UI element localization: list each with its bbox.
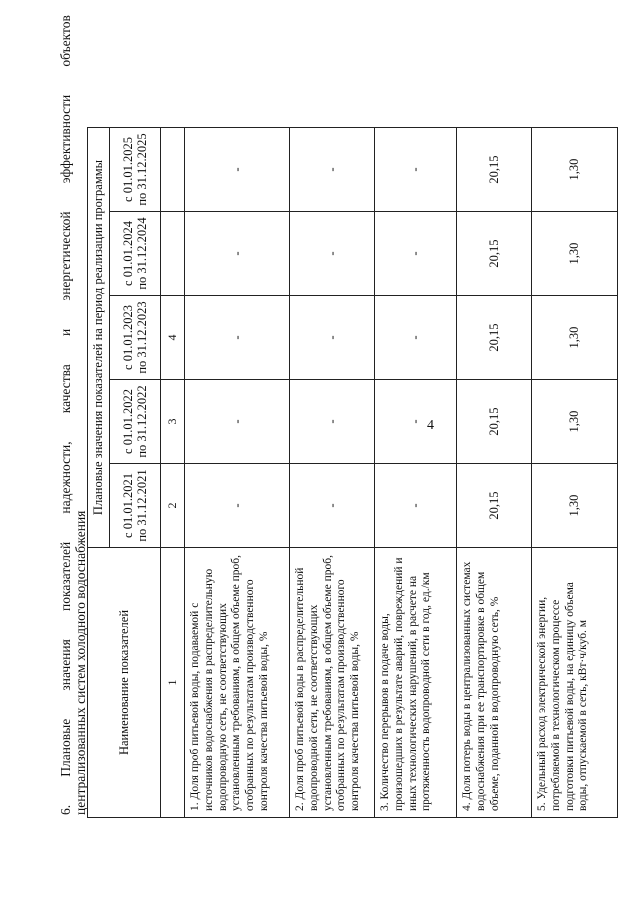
- indicator-value: -: [185, 464, 290, 548]
- table-row: [532, 128, 618, 818]
- name-column-header: Наименование показателей: [88, 548, 161, 818]
- indicator-name: 1. Доля проб питьевой воды, подаваемой с источников водоснабжения в распределительную водопроводную сеть, не соответствующих установленным требованиям, в общем объеме проб, отобранных по результатам производственного контроля качества питьевой воды, %: [185, 548, 290, 818]
- heading-word: объектов: [58, 15, 73, 67]
- period-header: с 01.01.2025 по 31.12.2025: [110, 128, 161, 212]
- indicator-name: 5. Удельный расход электрической энергии, потребляемой в технологическом процессе подготовки питьевой воды, на единицу объема воды, отпускаемой в сеть, кВт·ч/куб. м: [532, 548, 618, 818]
- indicator-value: 20,15: [457, 128, 532, 212]
- indicator-value: 1,30: [532, 296, 618, 380]
- indicator-value: -: [290, 296, 375, 380]
- column-number: 3: [161, 380, 185, 464]
- heading-line-2: централизованных систем холодного водоснабжения: [73, 510, 88, 815]
- heading-word: надежности,: [58, 441, 73, 514]
- indicator-name: 4. Доля потерь воды в централизованных системах водоснабжения при ее транспортировке в общем объеме, поданной в водопроводную сеть, %: [457, 548, 532, 818]
- heading-word: эффективности: [58, 94, 73, 184]
- indicator-value: 20,15: [457, 296, 532, 380]
- indicator-name: 2. Доля проб питьевой воды в распределительной водопроводной сети, не соответствующих установленным требованиям, в общем объеме проб, отобранных по результатам производственного контроля качества питьевой воды, %: [290, 548, 375, 818]
- indicator-value: 1,30: [532, 380, 618, 464]
- indicator-value: 1,30: [532, 128, 618, 212]
- indicator-value: -: [375, 380, 457, 464]
- section-heading: [58, 15, 88, 815]
- heading-word: значения: [58, 639, 73, 691]
- heading-word: энергетической: [58, 211, 73, 301]
- heading-word: и: [58, 328, 73, 337]
- heading-word: Плановые: [58, 718, 73, 777]
- indicator-value: -: [290, 128, 375, 212]
- heading-line-1: [58, 15, 73, 815]
- indicator-value: -: [185, 380, 290, 464]
- column-number: 4: [161, 296, 185, 380]
- indicator-value: -: [375, 296, 457, 380]
- column-number: [161, 212, 185, 296]
- page-number: 4: [427, 418, 434, 433]
- indicators-table: [87, 127, 618, 818]
- indicator-value: 1,30: [532, 464, 618, 548]
- indicator-value: -: [185, 212, 290, 296]
- indicator-value: -: [375, 464, 457, 548]
- column-number: 1: [161, 548, 185, 818]
- indicator-value: 20,15: [457, 380, 532, 464]
- heading-word: показателей: [58, 541, 73, 611]
- indicator-value: -: [185, 128, 290, 212]
- table-row: [290, 128, 375, 818]
- column-number: [161, 128, 185, 212]
- table-row: [185, 128, 290, 818]
- table-row: [457, 128, 532, 818]
- indicator-value: 20,15: [457, 212, 532, 296]
- indicator-value: -: [290, 212, 375, 296]
- indicator-value: -: [290, 380, 375, 464]
- period-header: с 01.01.2022 по 31.12.2022: [110, 380, 161, 464]
- indicator-value: -: [290, 464, 375, 548]
- heading-number: 6.: [58, 804, 73, 815]
- indicator-value: 1,30: [532, 212, 618, 296]
- indicator-value: -: [375, 128, 457, 212]
- period-header: с 01.01.2023 по 31.12.2023: [110, 296, 161, 380]
- indicator-value: 20,15: [457, 464, 532, 548]
- column-number: 2: [161, 464, 185, 548]
- plan-values-header: Плановые значения показателей на период реализации программы: [88, 128, 110, 548]
- period-header: с 01.01.2021 по 31.12.2021: [110, 464, 161, 548]
- period-header: с 01.01.2024 по 31.12.2024: [110, 212, 161, 296]
- table-row: [375, 128, 457, 818]
- heading-word: качества: [58, 364, 73, 414]
- indicator-name: 3. Количество перерывов в подаче воды, произошедших в результате аварий, повреждений и иных технологических нарушений, в расчете на протяженность водопроводной сети в год, ед./км: [375, 548, 457, 818]
- indicator-value: -: [185, 296, 290, 380]
- indicator-value: -: [375, 212, 457, 296]
